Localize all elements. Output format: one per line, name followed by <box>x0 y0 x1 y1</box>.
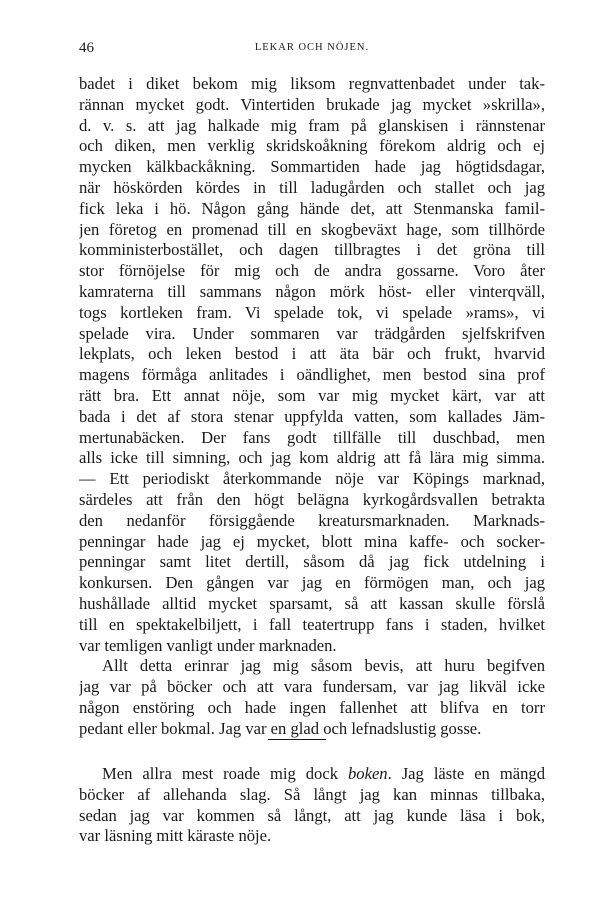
text-line: rätt bra. Ett annat nöje, som var mig mycket kärt, var att <box>79 385 545 405</box>
paragraph-2 <box>79 656 545 739</box>
text-line: magens förmåga anlitades i oändlighet, men bestod sina prof <box>79 365 545 385</box>
text-line <box>79 764 545 785</box>
text-line: när höskörden kördes in till ladugården och stallet och jag <box>79 177 545 197</box>
page-header <box>79 40 545 58</box>
text-line: kamraterna till sammans någon mörk höst- eller vinterqväll, <box>79 281 545 301</box>
text-line: alls icke till simning, och jag kom aldrig att få lära mig simma. <box>79 448 545 468</box>
text-line: mertunabäcken. Der fans godt tillfälle till duschbad, men <box>79 427 545 447</box>
text-line: penningar hade jag ej mycket, blott mina kaffe- och socker- <box>79 531 545 551</box>
text-line: den nedanför försiggående kreatursmarknaden. Marknads- <box>79 510 545 530</box>
text-line: jag var på böcker och att vara fundersam, var jag likväl icke <box>79 677 545 697</box>
section-separator <box>268 739 326 740</box>
text-line: någon enstöring och hade ingen fallenhet att blifva en torr <box>79 697 545 717</box>
text-line: d. v. s. att jag halkade mig fram på glanskisen i rännstenar <box>79 115 545 135</box>
text-line: komministerbostället, och dagen tillbragtes i det gröna till <box>79 240 545 260</box>
text-run: Men allra mest roade mig dock <box>102 764 348 783</box>
text-line: — Ett periodiskt återkommande nöje var Köpings marknad, <box>79 469 545 489</box>
text-line: fick leka i hö. Någon gång hände det, att Stenmanska famil- <box>79 198 545 218</box>
text-line: Allt detta erinrar jag mig såsom bevis, att huru begifven <box>102 656 545 676</box>
page-number: 46 <box>79 40 94 56</box>
text-line: rännan mycket godt. Vintertiden brukade jag mycket »skrilla», <box>79 94 545 114</box>
running-head: LEKAR OCH NÖJEN. <box>254 42 370 53</box>
text-line: sedan jag var kommen så långt, att jag kunde läsa i bok, <box>79 805 545 825</box>
text-line: pedant eller bokmal. Jag var en glad och lefnadslustig gosse. <box>79 718 482 738</box>
paragraph-1 <box>79 74 545 656</box>
text-run: . Jag läste en mängd <box>387 764 545 783</box>
text-line: särdeles att från den högt belägna kyrkogårdsvallen betrakta <box>79 489 545 509</box>
text-line: till en spektakelbiljett, i fall teatertrupp fans i staden, hvilket <box>79 614 545 634</box>
text-line: mycken kälkbackåkning. Sommartiden hade jag högtidsdagar, <box>79 157 545 177</box>
text-line: var temligen vanligt under marknaden. <box>79 635 337 655</box>
text-line: badet i diket bekom mig liksom regnvattenbadet under tak- <box>79 74 545 93</box>
text-line: stor förnöjelse för mig och de andra gossarne. Voro åter <box>79 261 545 281</box>
text-line: jen företog en promenad till en skogbeväxt hage, som tillhörde <box>79 219 545 239</box>
text-line: konkursen. Den gången var jag en förmögen man, och jag <box>79 573 545 593</box>
text-line: hushållade alltid mycket sparsamt, så att kassan skulle förslå <box>79 593 545 613</box>
text-line: och diken, men verklig skridskoåkning förekom aldrig och ej <box>79 136 545 156</box>
closing-text <box>79 764 545 847</box>
italic-word: boken <box>347 764 388 783</box>
text-line: togs kortleken fram. Vi spelade tok, vi spelade »rams», vi <box>79 302 545 322</box>
text-line: spelade vira. Under sommaren var trädgården sjelfskrifven <box>79 323 545 343</box>
text-line: var läsning mitt käraste nöje. <box>79 826 272 846</box>
text-line: penningar samt litet dertill, såsom då jag fick utdelning i <box>79 552 545 572</box>
main-text <box>79 74 545 740</box>
text-line: böcker af allehanda slag. Så långt jag kan minnas tillbaka, <box>79 784 545 804</box>
text-line: bada i det af stora stenar uppfylda vatten, som kallades Jäm- <box>79 406 545 426</box>
text-line: lekplats, och leken bestod i att äta bär och frukt, hvarvid <box>79 344 545 364</box>
